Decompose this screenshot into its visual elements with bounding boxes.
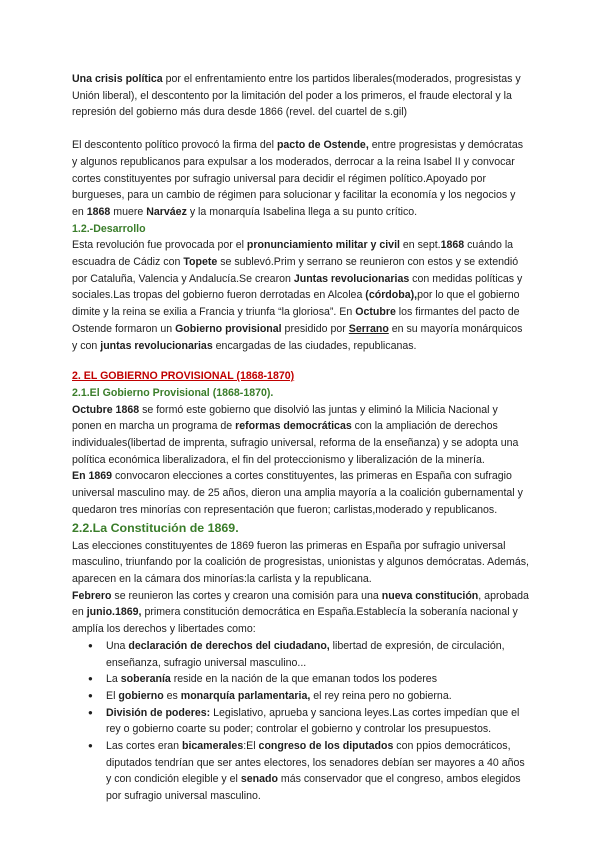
- gobierno-paragraph-2: En 1869 convocaron elecciones a cortes constituyentes, las primeras en España con sufragio universal masculino may. de 25 años, dieron una amplia mayoría a la coalición gubernamental y quedaron tres minorías con representación que fueron; carlistas,moderado y republicanos.: [72, 470, 523, 516]
- list-item: ● La soberanía reside en la nación de la que emanan todos los poderes: [106, 671, 530, 688]
- section-heading-gobierno-provisional: 2. EL GOBIERNO PROVISIONAL (1868-1870): [72, 370, 295, 383]
- bold-phrase: Una crisis política: [72, 73, 163, 85]
- section-heading-desarrollo: 1.2.-Desarrollo: [72, 222, 146, 235]
- intro-paragraph-2: El descontento político provocó la firma del pacto de Ostende, entre progresistas y demócratas y algunos republicanos para expulsar a los moderados, derrocar a la reina Isabel II y convocar cortes constituyentes por sufragio universal para decidir el régimen político.Apoyado por burgueses, para un cambio de régimen para solucionar y facilitar la economía y los negocios y en 1868 muere Narváez y la monarquía Isabelina llega a su punto crítico.: [72, 139, 524, 218]
- desarrollo-paragraph: Esta revolución fue provocada por el pronunciamiento militar y civil en sept.1868 cuándo la escuadra de Cádiz con Topete se sublevó.Prim y serrano se reunieron con estos y se extendió por Cataluña, Valencia y Andalucía.Se crearon Juntas revolucionarias con medidas políticas y sociales.Las tropas del gobierno fueron derrotadas en Alcolea (córdoba),por lo que el gobierno dimite y la reina se exilia a Francia y triunfa “la gloriosa”. En Octubre los firmantes del pacto de Ostende formaron un Gobierno provisional presidido por Serrano en su mayoría monárquicos y con juntas revolucionarias encargadas de las ciudades, republicanas.: [72, 239, 523, 352]
- list-item: ● Las cortes eran bicamerales:El congreso de los diputados con ppios democráticos, diputados tendrían que ser antes electores, los senadores debían ser mayores a 40 años y con condición elegible y el senado más conservador que el congreso, ambos elegidos por sufragio universal masculino.: [106, 738, 530, 805]
- list-item: ● División de poderes: Legislativo, aprueba y sanciona leyes.Las cortes impedían que el rey o gobierno coarte su poder; controlar el gobierno y controlar los presupuestos.: [106, 705, 530, 738]
- text-run: por el enfrentamiento entre los partidos liberales(moderados, progresistas y Unión liberal), el descontento por la limitación del poder a los primeros, el fraude electoral y la represión del gobierno más dura desde 1866 (revel. del cuartel de s.gil): [72, 73, 521, 119]
- document-page: [72, 71, 530, 805]
- intro-paragraph-1: [72, 71, 530, 121]
- gobierno-paragraph-1: Octubre 1868 se formó este gobierno que disolvió las juntas y eliminó la Milicia Nacional y ponen en marcha un programa de reformas democráticas con la ampliación de derechos individuales(libertad de imprenta, sufragio universal, reforma de la enseñanza) y se adopta una política económica liberalizadora, el fin del proteccionismo y liberalización de la minería.: [72, 403, 519, 466]
- constitucion-paragraph-1: Las elecciones constituyentes de 1869 fueron las primeras en España por sufragio universal masculino, triunfando por la coalición de progresistas, unionistas y algunos demócratas. Además, aparecen en la cámara dos minorías:la carlista y la republicana.: [72, 539, 529, 585]
- derechos-list: [72, 638, 530, 805]
- constitucion-paragraph-2: Febrero se reunieron las cortes y crearon una comisión para una nueva constitución, aprobada en junio.1869, primera constitución democrática en España.Establecía la soberanía nacional y amplía los derechos y libertades como:: [72, 589, 529, 636]
- subheading-constitucion-1869: 2.2.La Constitución de 1869.: [72, 520, 239, 535]
- subheading-gobierno-provisional: 2.1.El Gobierno Provisional (1868-1870).: [72, 386, 274, 399]
- list-item: ● Una declaración de derechos del ciudadano, libertad de expresión, de circulación, enseñanza, sufragio universal masculino...: [106, 638, 530, 671]
- list-item: ● El gobierno es monarquía parlamentaria, el rey reina pero no gobierna.: [106, 688, 530, 705]
